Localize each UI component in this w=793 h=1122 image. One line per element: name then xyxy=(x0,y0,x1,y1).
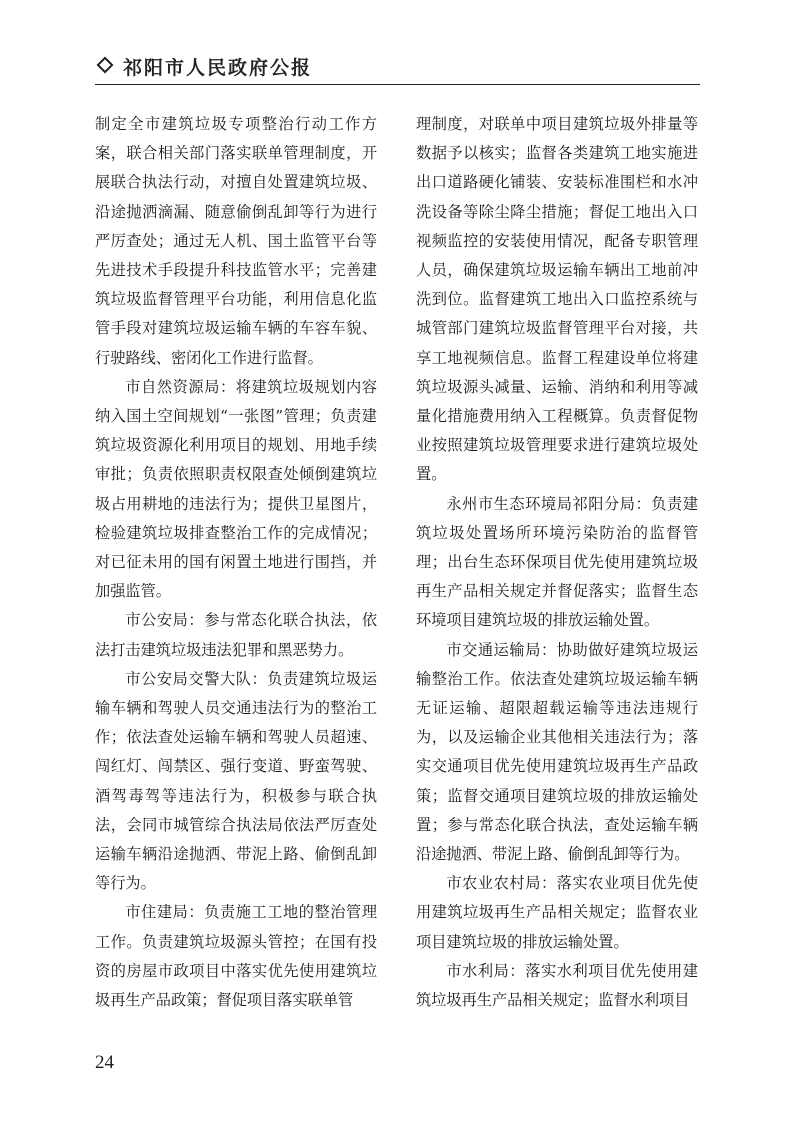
paragraph: 理制度，对联单中项目建筑垃圾外排量等数据予以核实；监督各类建筑工地实施进出口道路硬化铺装、安装标准围栏和水冲洗设备等除尘降尘措施；督促工地出入口视频监控的安装使用情况，配备专职管理人员，确保建筑垃圾运输车辆出工地前冲洗到位。监督建筑工地出入口监控系统与城管部门建筑垃圾监督管理平台对接，共享工地视频信息。监督工程建设单位将建筑垃圾源头减量、运输、消纳和利用等减量化措施费用纳入工程概算。负责督促物业按照建筑垃圾管理要求进行建筑垃圾处置。 xyxy=(416,115,698,484)
paragraph: 市交通运输局：协助做好建筑垃圾运输整治工作。依法查处建筑垃圾运输车辆无证运输、超限超载运输等违法违规行为，以及运输企业其他相关违法行为；落实交通项目优先使用建筑垃圾再生产品政策；监督交通项目建筑垃圾的排放运输处置；参与常态化联合执法，查处运输车辆沿途抛洒、带泥上路、偷倒乱卸等行为。 xyxy=(416,640,698,864)
paragraph: 市公安局交警大队：负责建筑垃圾运输车辆和驾驶人员交通违法行为的整治工作；依法查处运输车辆和驾驶人员超速、闯红灯、闯禁区、强行变道、野蛮驾驶、酒驾毒驾等违法行为，积极参与联合执法，会同市城管综合执法局依法严厉查处运输车辆沿途抛洒、带泥上路、偷倒乱卸等行为。 xyxy=(95,669,377,893)
diamond-icon xyxy=(97,57,114,74)
paragraph: 永州市生态环境局祁阳分局：负责建筑垃圾处置场所环境污染防治的监督管理；出台生态环保项目优先使用建筑垃圾再生产品相关规定并督促落实；监督生态环境项目建筑垃圾的排放运输处置。 xyxy=(416,494,698,630)
page-header xyxy=(95,50,700,85)
paragraph: 市水利局：落实水利项目优先使用建筑垃圾再生产品相关规定；监督水利项目 xyxy=(416,961,698,1010)
paragraph: 市农业农村局：落实农业项目优先使用建筑垃圾再生产品相关规定；监督农业项目建筑垃圾的排放运输处置。 xyxy=(416,874,698,951)
page-number: 24 xyxy=(95,1052,114,1073)
paragraph: 市自然资源局：将建筑垃圾规划内容纳入国土空间规划“一张图”管理；负责建筑垃圾资源化利用项目的规划、用地手续审批；负责依照职责权限查处倾倒建筑垃圾占用耕地的违法行为；提供卫星图片，检验建筑垃圾排查整治工作的完成情况；对已征未用的国有闲置土地进行围挡，并加强监管。 xyxy=(95,377,377,601)
left-column xyxy=(95,110,377,1015)
paragraph: 市住建局：负责施工工地的整治管理工作。负责建筑垃圾源头管控；在国有投资的房屋市政项目中落实优先使用建筑垃圾再生产品政策；督促项目落实联单管 xyxy=(95,903,377,1010)
publication-title: 祁阳市人民政府公报 xyxy=(123,57,313,79)
paragraph: 市公安局：参与常态化联合执法，依法打击建筑垃圾违法犯罪和黑恶势力。 xyxy=(95,611,377,659)
paragraph: 制定全市建筑垃圾专项整治行动工作方案，联合相关部门落实联单管理制度，开展联合执法行动，对擅自处置建筑垃圾、沿途抛洒滴漏、随意偷倒乱卸等行为进行严厉查处；通过无人机、国土监管平台等先进技术手段提升科技监管水平；完善建筑垃圾监督管理平台功能，利用信息化监管手段对建筑垃圾运输车辆的车容车貌、行驶路线、密闭化工作进行监督。 xyxy=(95,115,377,367)
right-column xyxy=(416,110,698,1015)
